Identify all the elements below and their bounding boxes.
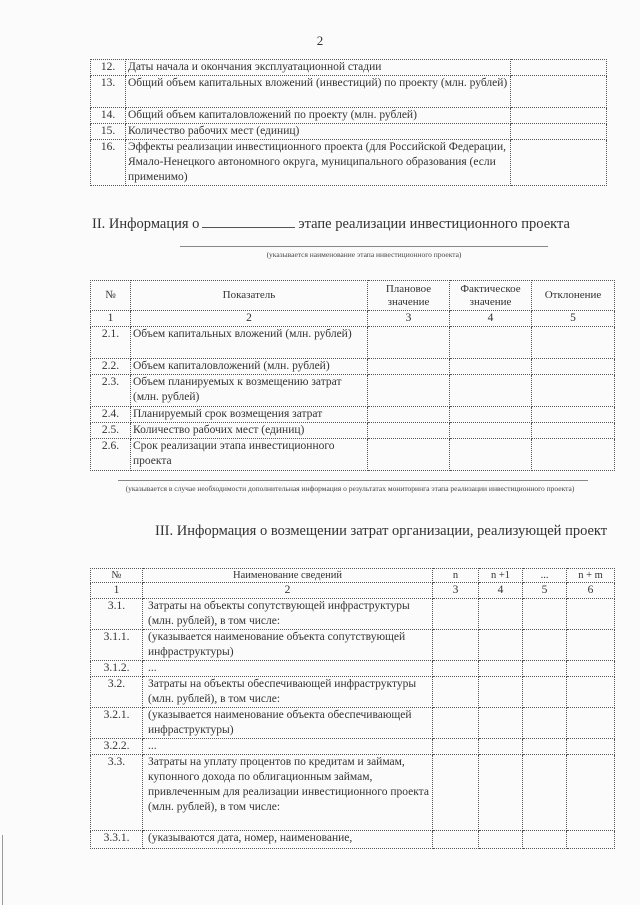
column-header: Фактическое значение xyxy=(450,281,532,311)
column-header: ... xyxy=(523,569,567,583)
row-label: Даты начала и окончания эксплуатационной стадии xyxy=(126,60,511,76)
row-number: 3.2.1. xyxy=(91,708,143,739)
value-cell xyxy=(523,755,567,831)
project-info-table-continued xyxy=(90,59,607,186)
actual-value-cell xyxy=(450,439,532,471)
planned-value-cell xyxy=(368,439,450,471)
row-label: Эффекты реализации инвестиционного проекта (для Российской Федерации, Ямало-Ненецкого автономного округа, муниципального образования (если применимо) xyxy=(126,140,511,186)
value-cell xyxy=(567,677,615,708)
table-row xyxy=(91,831,615,849)
row-label: Количество рабочих мест (единиц) xyxy=(126,124,511,140)
row-number: 3.3. xyxy=(91,755,143,831)
actual-value-cell xyxy=(450,423,532,439)
table-row xyxy=(91,140,607,186)
row-number: 16. xyxy=(91,140,126,186)
value-cell xyxy=(433,677,479,708)
row-label: (указывается наименование объекта обеспечивающей инфраструктуры) xyxy=(143,708,433,739)
row-number: 15. xyxy=(91,124,126,140)
row-number: 12. xyxy=(91,60,126,76)
column-index: 2 xyxy=(131,311,368,327)
value-cell xyxy=(523,831,567,849)
stage-hint: (указывается наименование этапа инвестиционного проекта) xyxy=(266,250,462,259)
deviation-cell xyxy=(532,375,615,407)
row-number: 2.5. xyxy=(91,423,131,439)
table-row xyxy=(91,108,607,124)
value-cell xyxy=(567,630,615,661)
actual-value-cell xyxy=(450,359,532,375)
column-index: 5 xyxy=(532,311,615,327)
row-label: Объем капиталовложений (млн. рублей) xyxy=(131,359,368,375)
column-index: 1 xyxy=(91,583,143,599)
section-2-heading-start: II. Информация о xyxy=(92,216,200,232)
page-number: 2 xyxy=(316,33,324,48)
table-row xyxy=(91,739,615,755)
row-label: Планируемый срок возмещения затрат xyxy=(131,407,368,423)
value-cell xyxy=(479,661,523,677)
actual-value-cell xyxy=(450,375,532,407)
row-label: Затраты на объекты сопутствующей инфраструктуры (млн. рублей), в том числе: xyxy=(143,599,433,630)
row-label: Общий объем капитальных вложений (инвестиций) по проекту (млн. рублей) xyxy=(126,76,511,108)
value-cell xyxy=(523,677,567,708)
value-cell xyxy=(433,755,479,831)
value-cell xyxy=(523,739,567,755)
value-cell xyxy=(479,599,523,630)
value-cell xyxy=(567,708,615,739)
value-cell xyxy=(567,739,615,755)
column-index: 5 xyxy=(523,583,567,599)
footnote-line xyxy=(118,480,588,481)
actual-value-cell xyxy=(450,327,532,359)
column-header: n xyxy=(433,569,479,583)
row-number: 2.4. xyxy=(91,407,131,423)
column-header: № xyxy=(91,281,131,311)
row-label: Объем капитальных вложений (млн. рублей) xyxy=(131,327,368,359)
value-cell xyxy=(523,599,567,630)
value-cell xyxy=(523,708,567,739)
column-header: n +1 xyxy=(479,569,523,583)
value-cell xyxy=(567,599,615,630)
scan-edge-mark xyxy=(2,835,3,905)
table-row xyxy=(91,708,615,739)
value-cell xyxy=(433,708,479,739)
column-index: 3 xyxy=(433,583,479,599)
value-cell xyxy=(567,831,615,849)
row-number: 2.1. xyxy=(91,327,131,359)
value-cell xyxy=(433,831,479,849)
row-label: ... xyxy=(143,739,433,755)
value-cell xyxy=(511,76,607,108)
value-cell xyxy=(511,124,607,140)
value-cell xyxy=(479,831,523,849)
section-3-heading: III. Информация о возмещении затрат организации, реализующей проект xyxy=(155,523,608,539)
table-row xyxy=(91,630,615,661)
row-label: Общий объем капиталовложений по проекту (млн. рублей) xyxy=(126,108,511,124)
row-number: 2.3. xyxy=(91,375,131,407)
row-number: 14. xyxy=(91,108,126,124)
row-number: 3.2. xyxy=(91,677,143,708)
value-cell xyxy=(479,739,523,755)
stage-indicators-table xyxy=(90,280,615,471)
row-label: Затраты на объекты обеспечивающей инфраструктуры (млн. рублей), в том числе: xyxy=(143,677,433,708)
section-2-heading xyxy=(92,215,570,233)
table-row xyxy=(91,439,615,471)
table-index-row xyxy=(91,311,615,327)
table-row xyxy=(91,375,615,407)
value-cell xyxy=(511,140,607,186)
row-label: Количество рабочих мест (единиц) xyxy=(131,423,368,439)
value-cell xyxy=(511,60,607,76)
value-cell xyxy=(433,599,479,630)
row-label: ... xyxy=(143,661,433,677)
row-number: 2.2. xyxy=(91,359,131,375)
planned-value-cell xyxy=(368,359,450,375)
column-header: Отклонение xyxy=(532,281,615,311)
deviation-cell xyxy=(532,407,615,423)
table-row xyxy=(91,327,615,359)
monitoring-footnote: (указывается в случае необходимости дополнительная информация о результатах мониторинга этапа реализации инвестиционного проекта) xyxy=(125,484,575,493)
row-number: 3.1.2. xyxy=(91,661,143,677)
row-number: 3.3.1. xyxy=(91,831,143,849)
planned-value-cell xyxy=(368,375,450,407)
table-index-row xyxy=(91,583,615,599)
column-index: 2 xyxy=(143,583,433,599)
planned-value-cell xyxy=(368,327,450,359)
value-cell xyxy=(433,661,479,677)
deviation-cell xyxy=(532,327,615,359)
value-cell xyxy=(523,630,567,661)
column-header: № xyxy=(91,569,143,583)
row-number: 3.1. xyxy=(91,599,143,630)
planned-value-cell xyxy=(368,423,450,439)
column-header: n + m xyxy=(567,569,615,583)
value-cell xyxy=(511,108,607,124)
row-label: (указываются дата, номер, наименование, xyxy=(143,831,433,849)
column-header: Показатель xyxy=(131,281,368,311)
value-cell xyxy=(479,630,523,661)
row-number: 2.6. xyxy=(91,439,131,471)
column-header: Наименование сведений xyxy=(143,569,433,583)
table-row xyxy=(91,60,607,76)
table-header-row xyxy=(91,569,615,583)
column-index: 3 xyxy=(368,311,450,327)
table-row xyxy=(91,407,615,423)
stage-name-blank xyxy=(202,215,295,228)
value-cell xyxy=(433,630,479,661)
value-cell xyxy=(567,755,615,831)
row-number: 3.2.2. xyxy=(91,739,143,755)
row-label: Срок реализации этапа инвестиционного проекта xyxy=(131,439,368,471)
stage-hint-line xyxy=(180,246,548,247)
table-row xyxy=(91,661,615,677)
deviation-cell xyxy=(532,359,615,375)
deviation-cell xyxy=(532,439,615,471)
planned-value-cell xyxy=(368,407,450,423)
column-header: Плановое значение xyxy=(368,281,450,311)
table-row xyxy=(91,124,607,140)
deviation-cell xyxy=(532,423,615,439)
column-index: 4 xyxy=(450,311,532,327)
table-row xyxy=(91,76,607,108)
value-cell xyxy=(479,677,523,708)
table-row xyxy=(91,359,615,375)
row-number: 13. xyxy=(91,76,126,108)
table-row xyxy=(91,599,615,630)
row-number: 3.1.1. xyxy=(91,630,143,661)
column-index: 4 xyxy=(479,583,523,599)
section-2-heading-end: этапе реализации инвестиционного проекта xyxy=(298,216,570,232)
table-row xyxy=(91,755,615,831)
actual-value-cell xyxy=(450,407,532,423)
value-cell xyxy=(479,755,523,831)
row-label: (указывается наименование объекта сопутствующей инфраструктуры) xyxy=(143,630,433,661)
table-header-row xyxy=(91,281,615,311)
value-cell xyxy=(523,661,567,677)
cost-reimbursement-table xyxy=(90,568,615,849)
value-cell xyxy=(479,708,523,739)
row-label: Затраты на уплату процентов по кредитам и займам, купонного дохода по облигационным займам, привлеченным для реализации инвестиционного проекта (млн. рублей), в том числе: xyxy=(143,755,433,831)
table-row xyxy=(91,677,615,708)
column-index: 6 xyxy=(567,583,615,599)
column-index: 1 xyxy=(91,311,131,327)
value-cell xyxy=(567,661,615,677)
value-cell xyxy=(433,739,479,755)
row-label: Объем планируемых к возмещению затрат (млн. рублей) xyxy=(131,375,368,407)
table-row xyxy=(91,423,615,439)
